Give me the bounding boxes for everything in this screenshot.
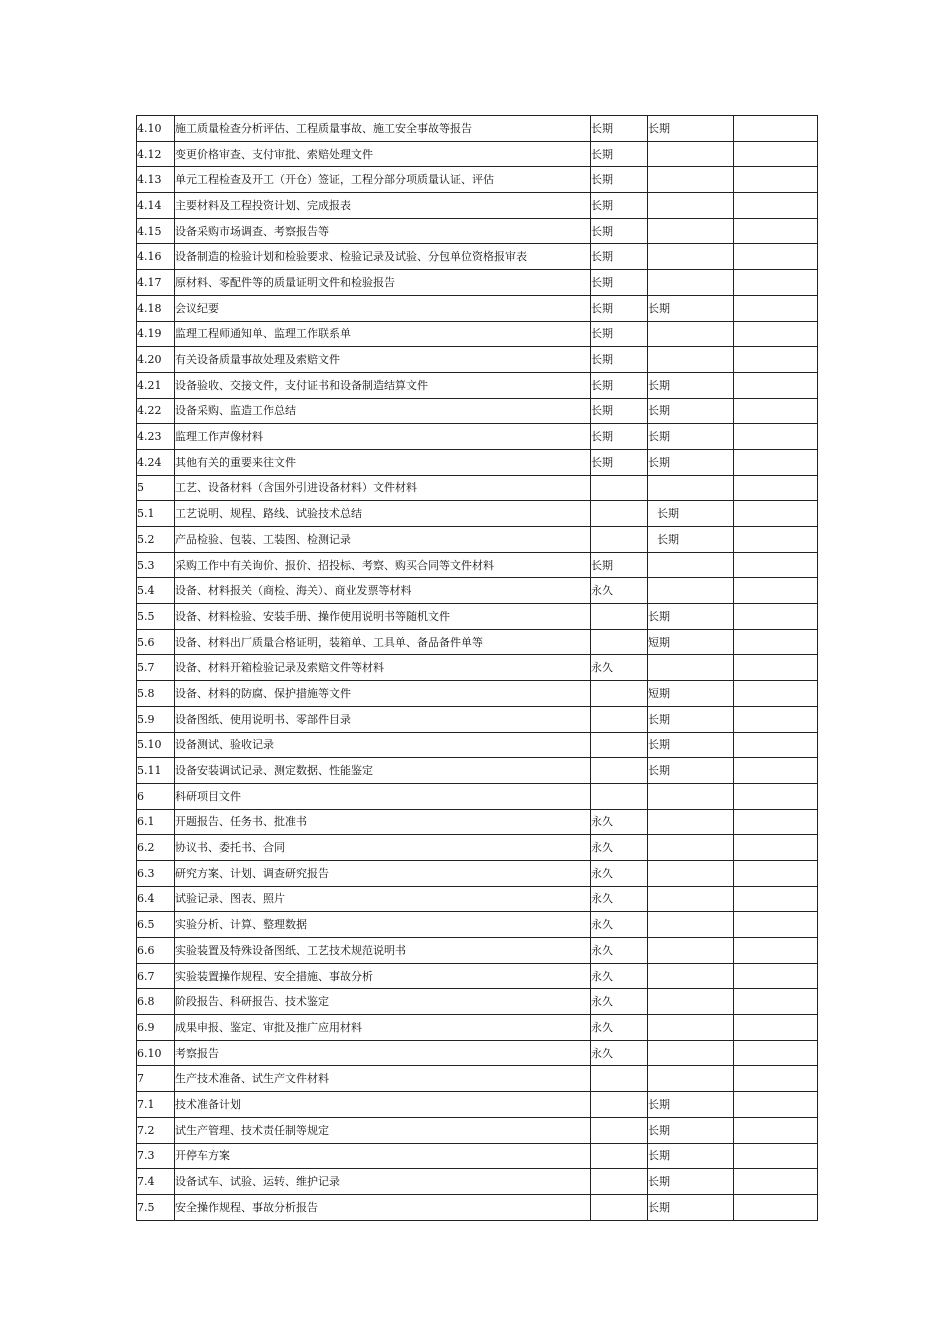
retention-period-secondary-cell	[648, 860, 734, 886]
document-title-cell: 施工质量检查分析评估、工程质量事故、施工安全事故等报告	[175, 116, 591, 142]
item-number-cell: 6	[137, 783, 175, 809]
retention-period-secondary-cell	[648, 475, 734, 501]
retention-period-secondary-cell: 长期	[648, 1194, 734, 1220]
document-title-cell: 设备制造的检验计划和检验要求、检验记录及试验、分包单位资格报审表	[175, 244, 591, 270]
retention-period-cell: 永久	[591, 912, 648, 938]
retention-period-cell: 永久	[591, 655, 648, 681]
item-number-cell: 7.3	[137, 1143, 175, 1169]
retention-period-secondary-cell	[648, 783, 734, 809]
remarks-cell	[734, 912, 818, 938]
document-title-cell: 设备采购、监造工作总结	[175, 398, 591, 424]
remarks-cell	[734, 321, 818, 347]
document-title-cell: 试生产管理、技术责任制等规定	[175, 1117, 591, 1143]
document-title-cell: 实验装置操作规程、安全措施、事故分析	[175, 963, 591, 989]
document-title-cell: 设备试车、试验、运转、维护记录	[175, 1169, 591, 1195]
retention-period-cell	[591, 1143, 648, 1169]
table-row	[137, 912, 818, 938]
remarks-cell	[734, 1040, 818, 1066]
remarks-cell	[734, 141, 818, 167]
table-row	[137, 1015, 818, 1041]
retention-period-cell	[591, 475, 648, 501]
table-row	[137, 1117, 818, 1143]
retention-period-secondary-cell: 长期	[648, 604, 734, 630]
retention-period-cell: 长期	[591, 167, 648, 193]
table-row	[137, 938, 818, 964]
retention-period-secondary-cell	[648, 1040, 734, 1066]
table-row	[137, 886, 818, 912]
item-number-cell: 6.9	[137, 1015, 175, 1041]
retention-period-cell: 长期	[591, 295, 648, 321]
retention-period-cell	[591, 706, 648, 732]
document-title-cell: 设备、材料开箱检验记录及索赔文件等材料	[175, 655, 591, 681]
item-number-cell: 5.3	[137, 552, 175, 578]
table-row	[137, 860, 818, 886]
retention-period-cell: 永久	[591, 809, 648, 835]
item-number-cell: 4.15	[137, 218, 175, 244]
table-row	[137, 681, 818, 707]
remarks-cell	[734, 424, 818, 450]
retention-period-secondary-cell: 长期	[648, 372, 734, 398]
retention-period-cell	[591, 604, 648, 630]
remarks-cell	[734, 1015, 818, 1041]
document-title-cell: 设备安装调试记录、测定数据、性能鉴定	[175, 758, 591, 784]
retention-period-cell	[591, 1169, 648, 1195]
retention-period-secondary-cell	[648, 912, 734, 938]
document-title-cell: 试验记录、图表、照片	[175, 886, 591, 912]
retention-period-secondary-cell	[648, 1066, 734, 1092]
remarks-cell	[734, 552, 818, 578]
retention-period-secondary-cell	[648, 193, 734, 219]
retention-period-secondary-cell: 短期	[648, 629, 734, 655]
item-number-cell: 6.5	[137, 912, 175, 938]
table-row	[137, 1066, 818, 1092]
item-number-cell: 5	[137, 475, 175, 501]
item-number-cell: 4.23	[137, 424, 175, 450]
remarks-cell	[734, 629, 818, 655]
item-number-cell: 5.2	[137, 527, 175, 553]
retention-period-secondary-cell	[648, 141, 734, 167]
document-title-cell: 研究方案、计划、调查研究报告	[175, 860, 591, 886]
table-row	[137, 141, 818, 167]
retention-period-cell	[591, 629, 648, 655]
table-row	[137, 1169, 818, 1195]
retention-period-secondary-cell	[648, 347, 734, 373]
table-row	[137, 732, 818, 758]
item-number-cell: 7.2	[137, 1117, 175, 1143]
remarks-cell	[734, 193, 818, 219]
item-number-cell: 5.6	[137, 629, 175, 655]
retention-period-secondary-cell: 长期	[648, 398, 734, 424]
remarks-cell	[734, 1143, 818, 1169]
retention-period-secondary-cell: 长期	[648, 732, 734, 758]
retention-period-cell: 长期	[591, 398, 648, 424]
document-title-cell: 开题报告、任务书、批准书	[175, 809, 591, 835]
retention-period-secondary-cell	[648, 938, 734, 964]
item-number-cell: 6.4	[137, 886, 175, 912]
item-number-cell: 6.3	[137, 860, 175, 886]
table-row	[137, 398, 818, 424]
document-title-cell: 阶段报告、科研报告、技术鉴定	[175, 989, 591, 1015]
table-row	[137, 989, 818, 1015]
document-title-cell: 协议书、委托书、合同	[175, 835, 591, 861]
table-row	[137, 475, 818, 501]
document-title-cell: 实验分析、计算、整理数据	[175, 912, 591, 938]
retention-period-secondary-cell	[648, 218, 734, 244]
retention-period-cell: 永久	[591, 886, 648, 912]
retention-period-secondary-cell	[648, 655, 734, 681]
remarks-cell	[734, 1117, 818, 1143]
remarks-cell	[734, 398, 818, 424]
retention-period-secondary-cell: 长期	[648, 1092, 734, 1118]
document-title-cell: 开停车方案	[175, 1143, 591, 1169]
retention-period-cell: 长期	[591, 424, 648, 450]
remarks-cell	[734, 963, 818, 989]
remarks-cell	[734, 1169, 818, 1195]
table-row	[137, 218, 818, 244]
table-row	[137, 270, 818, 296]
retention-period-secondary-cell: 长期	[648, 706, 734, 732]
document-title-cell: 设备、材料的防腐、保护措施等文件	[175, 681, 591, 707]
retention-period-secondary-cell	[648, 886, 734, 912]
document-title-cell: 技术准备计划	[175, 1092, 591, 1118]
retention-period-secondary-cell: 长期	[648, 1143, 734, 1169]
remarks-cell	[734, 116, 818, 142]
retention-period-secondary-cell: 长期	[648, 295, 734, 321]
document-title-cell: 原材料、零配件等的质量证明文件和检验报告	[175, 270, 591, 296]
remarks-cell	[734, 681, 818, 707]
remarks-cell	[734, 475, 818, 501]
retention-table-body	[137, 116, 818, 1221]
retention-period-secondary-cell: 长期	[648, 424, 734, 450]
item-number-cell: 5.8	[137, 681, 175, 707]
document-title-cell: 产品检验、包装、工装图、检测记录	[175, 527, 591, 553]
remarks-cell	[734, 655, 818, 681]
item-number-cell: 4.20	[137, 347, 175, 373]
document-title-cell: 考察报告	[175, 1040, 591, 1066]
retention-period-cell: 永久	[591, 860, 648, 886]
document-title-cell: 监理工程师通知单、监理工作联系单	[175, 321, 591, 347]
remarks-cell	[734, 604, 818, 630]
document-title-cell: 采购工作中有关询价、报价、招投标、考察、购买合同等文件材料	[175, 552, 591, 578]
remarks-cell	[734, 886, 818, 912]
remarks-cell	[734, 244, 818, 270]
item-number-cell: 5.5	[137, 604, 175, 630]
retention-period-secondary-cell	[648, 989, 734, 1015]
remarks-cell	[734, 1194, 818, 1220]
item-number-cell: 4.13	[137, 167, 175, 193]
document-title-cell: 设备、材料检验、安装手册、操作使用说明书等随机文件	[175, 604, 591, 630]
document-title-cell: 设备验收、交接文件，支付证书和设备制造结算文件	[175, 372, 591, 398]
item-number-cell: 7.1	[137, 1092, 175, 1118]
remarks-cell	[734, 989, 818, 1015]
table-row	[137, 1194, 818, 1220]
retention-period-cell: 长期	[591, 347, 648, 373]
table-row	[137, 809, 818, 835]
remarks-cell	[734, 758, 818, 784]
retention-period-cell	[591, 501, 648, 527]
remarks-cell	[734, 449, 818, 475]
item-number-cell: 7.4	[137, 1169, 175, 1195]
item-number-cell: 4.12	[137, 141, 175, 167]
remarks-cell	[734, 578, 818, 604]
retention-period-secondary-cell	[648, 167, 734, 193]
document-title-cell: 工艺、设备材料（含国外引进设备材料）文件材料	[175, 475, 591, 501]
retention-period-cell	[591, 783, 648, 809]
remarks-cell	[734, 167, 818, 193]
document-title-cell: 其他有关的重要来往文件	[175, 449, 591, 475]
retention-period-cell: 永久	[591, 989, 648, 1015]
retention-period-secondary-cell	[648, 321, 734, 347]
table-row	[137, 167, 818, 193]
retention-period-cell	[591, 1066, 648, 1092]
retention-period-secondary-cell: 长期	[648, 501, 734, 527]
retention-period-secondary-cell	[648, 270, 734, 296]
retention-period-cell	[591, 527, 648, 553]
table-row	[137, 706, 818, 732]
remarks-cell	[734, 372, 818, 398]
item-number-cell: 5.11	[137, 758, 175, 784]
item-number-cell: 6.7	[137, 963, 175, 989]
remarks-cell	[734, 835, 818, 861]
remarks-cell	[734, 501, 818, 527]
remarks-cell	[734, 938, 818, 964]
retention-period-secondary-cell	[648, 809, 734, 835]
retention-period-cell: 长期	[591, 218, 648, 244]
table-row	[137, 527, 818, 553]
retention-period-cell: 长期	[591, 116, 648, 142]
item-number-cell: 5.4	[137, 578, 175, 604]
table-row	[137, 578, 818, 604]
table-row	[137, 116, 818, 142]
retention-period-secondary-cell	[648, 552, 734, 578]
item-number-cell: 4.24	[137, 449, 175, 475]
table-row	[137, 244, 818, 270]
table-row	[137, 424, 818, 450]
remarks-cell	[734, 218, 818, 244]
item-number-cell: 6.6	[137, 938, 175, 964]
retention-period-cell	[591, 681, 648, 707]
retention-table	[136, 115, 818, 1221]
document-title-cell: 生产技术准备、试生产文件材料	[175, 1066, 591, 1092]
document-title-cell: 设备图纸、使用说明书、零部件目录	[175, 706, 591, 732]
document-title-cell: 变更价格审查、支付审批、索赔处理文件	[175, 141, 591, 167]
document-title-cell: 实验装置及特殊设备图纸、工艺技术规范说明书	[175, 938, 591, 964]
retention-period-secondary-cell: 长期	[648, 1169, 734, 1195]
table-row	[137, 1143, 818, 1169]
item-number-cell: 4.18	[137, 295, 175, 321]
retention-period-cell: 长期	[591, 449, 648, 475]
item-number-cell: 6.2	[137, 835, 175, 861]
retention-period-cell: 永久	[591, 1040, 648, 1066]
item-number-cell: 6.1	[137, 809, 175, 835]
item-number-cell: 6.8	[137, 989, 175, 1015]
table-row	[137, 1040, 818, 1066]
remarks-cell	[734, 1092, 818, 1118]
table-row	[137, 655, 818, 681]
document-title-cell: 设备、材料报关（商检、海关）、商业发票等材料	[175, 578, 591, 604]
retention-period-secondary-cell: 长期	[648, 1117, 734, 1143]
remarks-cell	[734, 860, 818, 886]
document-title-cell: 设备测试、验收记录	[175, 732, 591, 758]
retention-period-secondary-cell: 长期	[648, 758, 734, 784]
table-row	[137, 552, 818, 578]
table-row	[137, 604, 818, 630]
item-number-cell: 4.21	[137, 372, 175, 398]
retention-period-cell: 永久	[591, 938, 648, 964]
retention-period-secondary-cell: 长期	[648, 116, 734, 142]
document-title-cell: 有关设备质量事故处理及索赔文件	[175, 347, 591, 373]
retention-period-cell: 长期	[591, 141, 648, 167]
remarks-cell	[734, 706, 818, 732]
table-row	[137, 347, 818, 373]
remarks-cell	[734, 270, 818, 296]
table-row	[137, 193, 818, 219]
retention-period-cell: 长期	[591, 193, 648, 219]
retention-period-cell	[591, 758, 648, 784]
document-title-cell: 科研项目文件	[175, 783, 591, 809]
remarks-cell	[734, 527, 818, 553]
retention-period-cell	[591, 732, 648, 758]
retention-period-cell: 永久	[591, 1015, 648, 1041]
table-row	[137, 1092, 818, 1118]
remarks-cell	[734, 783, 818, 809]
retention-period-cell: 永久	[591, 835, 648, 861]
remarks-cell	[734, 347, 818, 373]
table-row	[137, 835, 818, 861]
item-number-cell: 4.22	[137, 398, 175, 424]
retention-period-cell: 长期	[591, 321, 648, 347]
table-row	[137, 501, 818, 527]
document-title-cell: 监理工作声像材料	[175, 424, 591, 450]
item-number-cell: 7.5	[137, 1194, 175, 1220]
retention-period-cell: 长期	[591, 552, 648, 578]
item-number-cell: 7	[137, 1066, 175, 1092]
retention-period-cell: 长期	[591, 270, 648, 296]
item-number-cell: 5.9	[137, 706, 175, 732]
retention-period-cell	[591, 1092, 648, 1118]
document-title-cell: 安全操作规程、事故分析报告	[175, 1194, 591, 1220]
item-number-cell: 5.7	[137, 655, 175, 681]
retention-period-secondary-cell: 长期	[648, 449, 734, 475]
remarks-cell	[734, 295, 818, 321]
item-number-cell: 4.16	[137, 244, 175, 270]
document-title-cell: 主要材料及工程投资计划、完成报表	[175, 193, 591, 219]
retention-period-cell	[591, 1194, 648, 1220]
table-row	[137, 963, 818, 989]
table-row	[137, 295, 818, 321]
remarks-cell	[734, 732, 818, 758]
retention-period-secondary-cell	[648, 1015, 734, 1041]
table-row	[137, 629, 818, 655]
table-row	[137, 321, 818, 347]
retention-period-secondary-cell	[648, 835, 734, 861]
retention-period-cell	[591, 1117, 648, 1143]
retention-period-cell: 长期	[591, 372, 648, 398]
item-number-cell: 4.17	[137, 270, 175, 296]
document-title-cell: 成果申报、鉴定、审批及推广应用材料	[175, 1015, 591, 1041]
document-title-cell: 设备、材料出厂质量合格证明，装箱单、工具单、备品备件单等	[175, 629, 591, 655]
item-number-cell: 4.10	[137, 116, 175, 142]
item-number-cell: 4.19	[137, 321, 175, 347]
document-title-cell: 工艺说明、规程、路线、试验技术总结	[175, 501, 591, 527]
retention-period-cell: 长期	[591, 244, 648, 270]
document-title-cell: 会议纪要	[175, 295, 591, 321]
retention-period-secondary-cell: 长期	[648, 527, 734, 553]
item-number-cell: 4.14	[137, 193, 175, 219]
document-title-cell: 设备采购市场调查、考察报告等	[175, 218, 591, 244]
remarks-cell	[734, 809, 818, 835]
table-row	[137, 783, 818, 809]
table-row	[137, 449, 818, 475]
item-number-cell: 5.10	[137, 732, 175, 758]
retention-period-cell: 永久	[591, 963, 648, 989]
retention-period-secondary-cell	[648, 244, 734, 270]
retention-period-secondary-cell	[648, 963, 734, 989]
table-row	[137, 758, 818, 784]
remarks-cell	[734, 1066, 818, 1092]
document-title-cell: 单元工程检查及开工（开仓）签证，工程分部分项质量认证、评估	[175, 167, 591, 193]
retention-period-secondary-cell	[648, 578, 734, 604]
table-row	[137, 372, 818, 398]
retention-period-cell: 永久	[591, 578, 648, 604]
item-number-cell: 5.1	[137, 501, 175, 527]
item-number-cell: 6.10	[137, 1040, 175, 1066]
retention-period-secondary-cell: 短期	[648, 681, 734, 707]
